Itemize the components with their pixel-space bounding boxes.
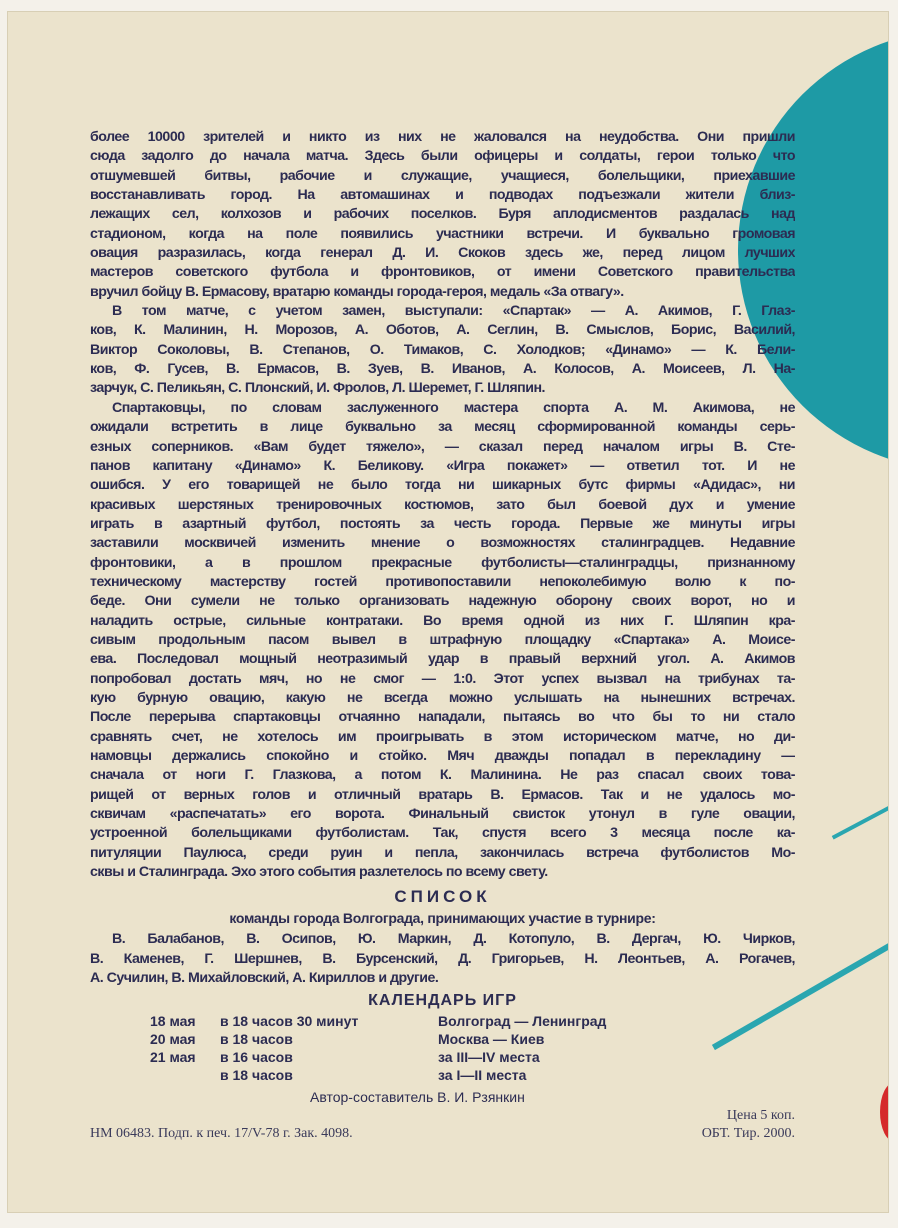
calendar-date: 21 мая	[150, 1049, 196, 1066]
article-line: устроенной болельщиками футболистам. Так, спустя всего 3 месяца после ка-	[90, 825, 795, 842]
calendar-match: Волгоград — Ленинград	[438, 1013, 607, 1030]
article-line: сначала от ноги Г. Глазкова, а потом К. Малинина. Не раз спасал своих това-	[90, 767, 795, 784]
calendar-match: за III—IV места	[438, 1049, 540, 1066]
article-line: сквичам «распечатать» его ворота. Финальный свисток утонул в гуле овации,	[90, 806, 795, 823]
article-line: техническому мастерству гостей противопоставили непоколебимую волю к по-	[90, 573, 795, 590]
calendar-time: в 16 часов	[220, 1049, 293, 1066]
article-line: играть в азартный футбол, постоять за честь города. Первые же минуты игры	[90, 515, 795, 532]
article-line: фронтовики, а в прошлом прекрасные футболисты—сталинградцы, признанному	[90, 554, 795, 571]
calendar-match: Москва — Киев	[438, 1031, 545, 1048]
price-row	[90, 1107, 795, 1125]
article-line: вручил бойцу В. Ермасову, вратарю команды города-героя, медаль «За отвагу».	[90, 283, 624, 300]
article-line: Виктор Соколовы, В. Степанов, О. Тимаков, С. Холодков; «Динамо» — К. Бели-	[90, 341, 795, 358]
article-line: Спартаковцы, по словам заслуженного мастера спорта А. М. Акимова, не	[112, 399, 795, 416]
article-line: ков, К. Малинин, Н. Морозов, А. Оботов, А. Сеглин, В. Смыслов, Борис, Василий,	[90, 322, 795, 339]
article-line: ожидали встретить в лице буквально за месяц сформированной команды серь-	[90, 419, 795, 436]
article-line: заставили москвичей изменить мнение о возможностях сталинградцев. Недавние	[90, 535, 795, 552]
calendar-date: 20 мая	[150, 1031, 196, 1048]
article-line: овация разразилась, когда генерал Д. И. Скоков здесь же, перед лицом лучших	[90, 245, 795, 262]
article-line: В том матче, с учетом замен, выступали: «Спартак» — А. Акимов, Г. Глаз-	[112, 303, 795, 320]
page-content	[90, 128, 795, 1143]
article-line: зарчук, С. Пеликьян, С. Плонский, И. Фролов, Л. Шеремет, Г. Шляпин.	[90, 380, 545, 397]
roster-list	[90, 930, 795, 988]
roster-line: А. Сучилин, В. Михайловский, А. Кириллов и другие.	[90, 970, 439, 987]
article-line: красивых шерстяных тренировочных костюмов, зато был боевой дух и умение	[90, 496, 795, 513]
article-line: восстанавливать город. На автомашинах и подводах подъезжали жители близ-	[90, 187, 795, 204]
article-line: После перерыва спартаковцы отчаянно нападали, пытаясь во что бы то ни стало	[90, 709, 795, 726]
calendar-date	[150, 1066, 212, 1084]
article-line: отшумевшей битвы, рабочие и служащие, учащиеся, болельщики, приехавшие	[90, 167, 795, 184]
roster-title: СПИСОК	[394, 887, 491, 907]
article-line: сюда задолго до начала матча. Здесь были офицеры и солдаты, герои только что	[90, 148, 795, 165]
article-line: ева. Последовал мощный неотразимый удар в правый верхний угол. А. Акимов	[90, 651, 795, 668]
article-line: рищей от верных голов и отличный вратарь В. Ермасов. Так и не удалось мо-	[90, 786, 795, 803]
article-line: кую бурную овацию, какую не всегда можно услышать на нынешних встречах.	[90, 689, 795, 706]
calendar-date: 18 мая	[150, 1013, 196, 1030]
stripe-decoration	[832, 798, 888, 839]
calendar-time: в 18 часов	[220, 1067, 293, 1084]
print-run: ОБТ. Тир. 2000.	[701, 1126, 795, 1142]
article-line: питуляции Паулюса, среди руин и пепла, закончилась встреча футболистов Мо-	[90, 844, 795, 861]
article-line: сквы и Сталинграда. Эхо этого события разлетелось по всему свету.	[90, 864, 548, 881]
article-line: мастеров советского футбола и фронтовиков, от имени Советского правительства	[90, 264, 795, 281]
article-line: сивым продольным пасом вывел в штрафную площадку «Спартака» А. Моисе-	[90, 631, 795, 648]
calendar-table	[150, 1012, 795, 1084]
article-line: намовцы держались спокойно и стойко. Мяч дважды попадал в перекладину —	[90, 748, 795, 764]
imprint: НМ 06483. Подп. к печ. 17/V-78 г. Зак. 4098.	[90, 1126, 353, 1142]
article-line: езных соперников. «Вам будет тяжело», — сказал перед началом игры В. Сте-	[90, 438, 795, 455]
article-line: ошибся. У его товарищей не было тогда ни шикарных бутс фирмы «Адидас», ни	[90, 477, 795, 494]
calendar-time: в 18 часов 30 минут	[220, 1013, 359, 1030]
imprint-row	[90, 1125, 795, 1143]
calendar-time: в 18 часов	[220, 1031, 293, 1048]
article-line: ков, Ф. Гусев, В. Ермасов, В. Зуев, В. Иванов, А. Колосов, А. Моисеев, Л. На-	[90, 361, 795, 378]
calendar-title: КАЛЕНДАРЬ ИГР	[368, 992, 517, 1010]
article-line: попробовал достать мяч, но не смог — 1:0. Этот успех вызвал на трибунах та-	[90, 670, 795, 687]
article-line: более 10000 зрителей и никто из них не жаловался на неудобства. Они пришли	[90, 129, 795, 145]
article-line: лежащих сел, колхозов и рабочих поселков. Буря аплодисментов раздалась над	[90, 206, 795, 223]
calendar-match: за I—II места	[438, 1067, 527, 1084]
roster-line: В. Каменев, Г. Шершнев, В. Бурсенский, Д. Григорьев, Н. Леонтьев, А. Рогачев,	[90, 950, 795, 967]
price: Цена 5 коп.	[726, 1108, 795, 1124]
author-credit: Автор-составитель В. И. Рзянкин	[310, 1089, 525, 1106]
article-line: панов капитану «Динамо» К. Беликову. «Игра покажет» — ответил тот. И не	[90, 457, 795, 474]
red-decoration	[880, 1082, 888, 1142]
roster-subtitle: команды города Волгограда, принимающих участие в турнире:	[229, 910, 656, 927]
article-text	[90, 128, 795, 882]
article-line: сравнять счет, не хотелось им проигрывать в этом историческом матче, но ди-	[90, 728, 795, 745]
article-line: стадионом, когда на поле появились участники встречи. И буквально громовая	[90, 225, 795, 242]
article-line: наладить острые, сильные контратаки. Во время одной из них Г. Шляпин кра-	[90, 612, 795, 629]
article-line: беде. Они сумели не только организовать надежную оборону своих ворот, но и	[90, 593, 795, 610]
roster-line: В. Балабанов, В. Осипов, Ю. Маркин, Д. Котопуло, В. Дергач, Ю. Чирков,	[112, 931, 795, 948]
